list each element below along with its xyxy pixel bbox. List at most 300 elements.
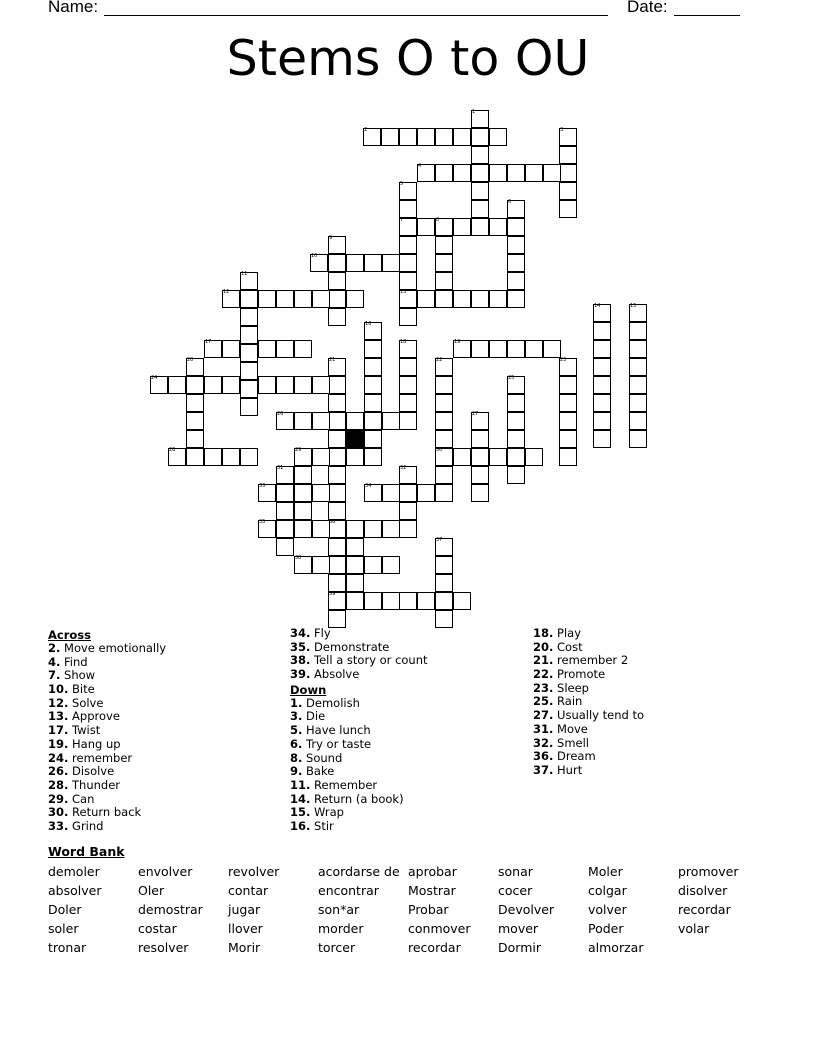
- grid-cell[interactable]: [417, 592, 435, 610]
- grid-cell[interactable]: [382, 592, 400, 610]
- grid-cell[interactable]: [453, 290, 471, 308]
- grid-cell[interactable]: [399, 358, 417, 376]
- grid-cell[interactable]: [328, 430, 346, 448]
- word-bank-word: tronar: [48, 940, 87, 955]
- grid-cell[interactable]: [364, 592, 382, 610]
- clue: [533, 750, 773, 764]
- grid-cell[interactable]: [435, 592, 453, 610]
- grid-cell[interactable]: [294, 466, 312, 484]
- clue-text: Show: [60, 668, 96, 683]
- grid-cell[interactable]: [240, 344, 258, 362]
- clue: [48, 669, 288, 683]
- grid-cell[interactable]: [559, 412, 577, 430]
- word-bank-word: Poder: [588, 921, 624, 936]
- grid-cell[interactable]: [204, 376, 222, 394]
- grid-cell[interactable]: [328, 484, 346, 502]
- clue-number: 10: [311, 253, 318, 259]
- clue-number: 38: [295, 555, 302, 561]
- grid-cell[interactable]: [435, 376, 453, 394]
- grid-cell[interactable]: [168, 376, 186, 394]
- clue-number-label: 21.: [533, 653, 554, 668]
- grid-cell[interactable]: [346, 592, 364, 610]
- grid-cell[interactable]: [471, 146, 489, 164]
- clue: [533, 695, 773, 709]
- grid-cell[interactable]: [186, 412, 204, 430]
- word-bank-word: colgar: [588, 883, 627, 898]
- grid-cell[interactable]: [453, 128, 471, 146]
- clue-text: Rain: [553, 694, 583, 709]
- clue-number-label: 34.: [290, 626, 311, 640]
- grid-cell[interactable]: [525, 448, 543, 466]
- grid-cell[interactable]: [453, 592, 471, 610]
- clue-text: Cost: [553, 639, 583, 654]
- grid-cell[interactable]: [276, 376, 294, 394]
- grid-cell[interactable]: [240, 308, 258, 326]
- grid-cell[interactable]: [364, 394, 382, 412]
- clue-heading: Across: [48, 628, 91, 642]
- grid-cell[interactable]: [258, 290, 276, 308]
- grid-cell[interactable]: [258, 376, 276, 394]
- shaded-cell: [346, 430, 364, 448]
- grid-cell[interactable]: [204, 448, 222, 466]
- word-bank-word: Morir: [228, 940, 261, 955]
- grid-cell[interactable]: [276, 290, 294, 308]
- grid-cell[interactable]: [186, 376, 204, 394]
- grid-cell[interactable]: [382, 412, 400, 430]
- grid-cell[interactable]: [346, 290, 364, 308]
- grid-cell[interactable]: [258, 340, 276, 358]
- grid-cell[interactable]: [507, 448, 525, 466]
- grid-cell[interactable]: [294, 412, 312, 430]
- clue-number-label: 16.: [290, 818, 311, 833]
- clue: [290, 779, 530, 793]
- grid-cell[interactable]: [417, 128, 435, 146]
- grid-cell[interactable]: [471, 218, 489, 236]
- clue-number: 26: [277, 411, 284, 417]
- grid-cell[interactable]: [559, 430, 577, 448]
- grid-cell[interactable]: [222, 340, 240, 358]
- grid-cell[interactable]: [346, 254, 364, 272]
- word-bank-word: promover: [678, 864, 739, 879]
- clue-number: 20: [187, 357, 194, 363]
- clue-text: Sleep: [553, 680, 589, 695]
- word-bank-word: aprobar: [408, 864, 457, 879]
- grid-cell[interactable]: [346, 574, 364, 592]
- grid-cell[interactable]: [525, 340, 543, 358]
- grid-cell[interactable]: [489, 340, 507, 358]
- grid-cell[interactable]: [593, 376, 611, 394]
- grid-cell[interactable]: [507, 430, 525, 448]
- grid-cell[interactable]: [489, 164, 507, 182]
- grid-cell[interactable]: [629, 340, 647, 358]
- clue-text: remember 2: [553, 653, 629, 668]
- grid-cell[interactable]: [328, 376, 346, 394]
- clue: [48, 710, 288, 724]
- grid-cell[interactable]: [629, 412, 647, 430]
- grid-cell[interactable]: [629, 394, 647, 412]
- word-bank-word: absolver: [48, 883, 102, 898]
- grid-cell[interactable]: [364, 520, 382, 538]
- grid-cell[interactable]: [294, 376, 312, 394]
- grid-cell[interactable]: [364, 254, 382, 272]
- clue-number-label: 26.: [48, 764, 69, 779]
- grid-cell[interactable]: [417, 290, 435, 308]
- clue-text: Find: [60, 654, 88, 669]
- grid-cell[interactable]: [435, 128, 453, 146]
- grid-cell[interactable]: [399, 200, 417, 218]
- grid-cell[interactable]: [240, 326, 258, 344]
- grid-cell[interactable]: [471, 164, 489, 182]
- grid-cell[interactable]: [276, 520, 294, 538]
- grid-cell[interactable]: [559, 164, 577, 182]
- grid-cell[interactable]: [471, 182, 489, 200]
- clue: [48, 779, 288, 793]
- grid-cell[interactable]: [559, 376, 577, 394]
- grid-cell[interactable]: [507, 412, 525, 430]
- grid-cell[interactable]: [629, 430, 647, 448]
- grid-cell[interactable]: [507, 340, 525, 358]
- grid-cell[interactable]: [346, 538, 364, 556]
- grid-cell[interactable]: [186, 448, 204, 466]
- grid-cell[interactable]: [346, 448, 364, 466]
- clue-number: 32: [400, 465, 407, 471]
- word-bank-row: [48, 900, 768, 919]
- grid-cell[interactable]: [186, 430, 204, 448]
- grid-cell[interactable]: [435, 394, 453, 412]
- clue: [48, 642, 288, 656]
- word-bank-word: recordar: [408, 940, 461, 955]
- grid-cell[interactable]: [507, 218, 525, 236]
- grid-cell[interactable]: [507, 254, 525, 272]
- clue: [48, 683, 288, 697]
- grid-cell[interactable]: [593, 412, 611, 430]
- grid-cell[interactable]: [417, 484, 435, 502]
- clue-text: Bake: [302, 764, 335, 779]
- grid-cell[interactable]: [399, 592, 417, 610]
- clue-number: 23: [560, 357, 567, 363]
- grid-cell[interactable]: [364, 448, 382, 466]
- grid-cell[interactable]: [471, 200, 489, 218]
- grid-cell[interactable]: [399, 394, 417, 412]
- clue: [533, 709, 773, 723]
- word-bank-rows: [48, 862, 768, 957]
- clue: [533, 654, 773, 668]
- grid-cell[interactable]: [543, 340, 561, 358]
- grid-cell[interactable]: [629, 376, 647, 394]
- grid-cell[interactable]: [312, 412, 330, 430]
- grid-cell[interactable]: [489, 128, 507, 146]
- clue-number: 19: [454, 339, 461, 345]
- grid-cell[interactable]: [507, 466, 525, 484]
- grid-cell[interactable]: [222, 376, 240, 394]
- grid-cell[interactable]: [435, 236, 453, 254]
- grid-cell[interactable]: [507, 272, 525, 290]
- grid-cell[interactable]: [381, 128, 399, 146]
- clue: [290, 752, 530, 766]
- clue-number: 3: [560, 127, 564, 133]
- grid-cell[interactable]: [240, 448, 258, 466]
- grid-cell[interactable]: [346, 520, 364, 538]
- grid-cell[interactable]: [328, 272, 346, 290]
- grid-cell[interactable]: [294, 290, 312, 308]
- grid-cell[interactable]: [399, 128, 417, 146]
- clue-number: 5: [400, 181, 404, 187]
- clue: [290, 820, 530, 834]
- clue-text: Tell a story or count: [310, 653, 428, 668]
- clue-text: Thunder: [68, 777, 121, 792]
- clue-number-label: 13.: [48, 709, 69, 724]
- grid-cell[interactable]: [312, 448, 330, 466]
- clue-number-label: 10.: [48, 682, 69, 697]
- grid-cell[interactable]: [399, 236, 417, 254]
- grid-cell[interactable]: [593, 394, 611, 412]
- grid-cell[interactable]: [240, 380, 258, 398]
- grid-cell[interactable]: [294, 502, 312, 520]
- clue-number-label: 18.: [533, 626, 554, 640]
- grid-cell[interactable]: [240, 362, 258, 380]
- grid-cell[interactable]: [453, 164, 471, 182]
- clue-number-label: 3.: [290, 709, 303, 724]
- grid-cell[interactable]: [276, 502, 294, 520]
- clue-text: Promote: [553, 667, 606, 682]
- clue: [48, 793, 288, 807]
- clue-column-1: [48, 627, 288, 834]
- clue-number-label: 35.: [290, 639, 311, 654]
- grid-cell[interactable]: [328, 448, 346, 466]
- grid-cell[interactable]: [294, 520, 312, 538]
- clue-number-label: 1.: [290, 695, 303, 710]
- clue-number: 12: [223, 289, 230, 295]
- grid-cell[interactable]: [328, 254, 346, 272]
- grid-cell[interactable]: [593, 430, 611, 448]
- clue-number-label: 27.: [533, 708, 554, 723]
- grid-cell[interactable]: [435, 164, 453, 182]
- clue-number-label: 25.: [533, 694, 554, 709]
- clue-text: Try or taste: [302, 736, 372, 751]
- clue: [533, 764, 773, 778]
- grid-cell[interactable]: [328, 538, 346, 556]
- grid-cell[interactable]: [507, 290, 525, 308]
- clue: [290, 765, 530, 779]
- grid-cell[interactable]: [382, 520, 400, 538]
- clue-text: Have lunch: [302, 723, 371, 738]
- grid-cell[interactable]: [312, 484, 330, 502]
- clue-number-label: 4.: [48, 654, 61, 669]
- grid-cell[interactable]: [593, 340, 611, 358]
- grid-cell[interactable]: [364, 430, 382, 448]
- grid-cell[interactable]: [453, 448, 471, 466]
- grid-cell[interactable]: [328, 502, 346, 520]
- grid-cell[interactable]: [471, 484, 489, 502]
- grid-cell[interactable]: [471, 466, 489, 484]
- grid-cell[interactable]: [276, 538, 294, 556]
- clue: [290, 710, 530, 724]
- clue-number-label: 39.: [290, 667, 311, 682]
- grid-cell[interactable]: [593, 322, 611, 340]
- word-bank-word: Mostrar: [408, 883, 456, 898]
- grid-cell[interactable]: [435, 412, 453, 430]
- grid-cell[interactable]: [399, 502, 417, 520]
- grid-cell[interactable]: [294, 484, 312, 502]
- word-bank-word: envolver: [138, 864, 193, 879]
- grid-cell[interactable]: [435, 466, 453, 484]
- grid-cell[interactable]: [435, 430, 453, 448]
- word-bank-word: Oler: [138, 883, 165, 898]
- grid-cell[interactable]: [471, 290, 489, 308]
- grid-cell[interactable]: [489, 218, 507, 236]
- clue-number: 25: [508, 375, 515, 381]
- grid-cell[interactable]: [471, 448, 489, 466]
- grid-cell[interactable]: [399, 412, 417, 430]
- clue-text: remember: [68, 750, 133, 765]
- grid-cell[interactable]: [435, 610, 453, 628]
- grid-cell[interactable]: [222, 448, 240, 466]
- clue-text: Die: [302, 709, 326, 724]
- grid-cell[interactable]: [382, 254, 400, 272]
- clue-text: Bite: [68, 682, 95, 697]
- clue-text: Return back: [68, 805, 142, 820]
- grid-cell[interactable]: [417, 218, 435, 236]
- grid-cell[interactable]: [328, 556, 346, 574]
- grid-cell[interactable]: [559, 182, 577, 200]
- grid-cell[interactable]: [346, 412, 364, 430]
- grid-cell[interactable]: [312, 520, 330, 538]
- clue-text: Remember: [310, 777, 378, 792]
- clue-text: Return (a book): [310, 791, 404, 806]
- grid-cell[interactable]: [543, 164, 561, 182]
- grid-cell[interactable]: [364, 556, 382, 574]
- word-bank-word: resolver: [138, 940, 189, 955]
- word-bank-word: torcer: [318, 940, 356, 955]
- grid-cell[interactable]: [629, 322, 647, 340]
- clue: [290, 627, 530, 641]
- grid-cell[interactable]: [435, 484, 453, 502]
- clue: [290, 806, 530, 820]
- clue-number: 14: [594, 303, 601, 309]
- clue-number: 34: [365, 483, 372, 489]
- clue-text: Sound: [302, 750, 343, 765]
- grid-cell[interactable]: [435, 556, 453, 574]
- grid-cell[interactable]: [399, 376, 417, 394]
- clue: [290, 738, 530, 752]
- word-bank-word: almorzar: [588, 940, 644, 955]
- grid-cell[interactable]: [328, 290, 346, 308]
- grid-cell[interactable]: [435, 254, 453, 272]
- grid-cell[interactable]: [399, 520, 417, 538]
- clue-number: 6: [508, 199, 512, 205]
- grid-cell[interactable]: [507, 394, 525, 412]
- grid-cell[interactable]: [382, 556, 400, 574]
- clue-number-label: 11.: [290, 777, 311, 792]
- clue: [533, 723, 773, 737]
- clue-number: 15: [630, 303, 637, 309]
- grid-cell[interactable]: [507, 164, 525, 182]
- clue-number: 2: [364, 127, 368, 133]
- grid-cell[interactable]: [328, 308, 346, 326]
- word-bank-word: Moler: [588, 864, 623, 879]
- grid-cell[interactable]: [435, 290, 453, 308]
- clue-number: 4: [418, 163, 422, 169]
- clue-number-label: 6.: [290, 736, 303, 751]
- grid-cell[interactable]: [328, 574, 346, 592]
- grid-cell[interactable]: [364, 412, 382, 430]
- grid-cell[interactable]: [471, 340, 489, 358]
- grid-cell[interactable]: [629, 358, 647, 376]
- grid-cell[interactable]: [346, 556, 364, 574]
- word-bank-word: Dormir: [498, 940, 541, 955]
- word-bank-word: Doler: [48, 902, 82, 917]
- grid-cell[interactable]: [364, 358, 382, 376]
- grid-cell[interactable]: [294, 340, 312, 358]
- grid-cell[interactable]: [471, 128, 489, 146]
- clue-number-label: 20.: [533, 639, 554, 654]
- grid-cell[interactable]: [453, 218, 471, 236]
- grid-cell[interactable]: [328, 466, 346, 484]
- grid-cell[interactable]: [525, 164, 543, 182]
- grid-cell[interactable]: [186, 394, 204, 412]
- clue-number-label: 29.: [48, 791, 69, 806]
- clue: [48, 765, 288, 779]
- word-bank-word: demoler: [48, 864, 100, 879]
- grid-cell[interactable]: [399, 308, 417, 326]
- grid-cell[interactable]: [399, 484, 417, 502]
- grid-cell[interactable]: [559, 200, 577, 218]
- clue: [290, 697, 530, 711]
- grid-cell[interactable]: [312, 376, 330, 394]
- clue-number-label: 8.: [290, 750, 303, 765]
- grid-cell[interactable]: [240, 290, 258, 308]
- grid-cell[interactable]: [471, 430, 489, 448]
- grid-cell[interactable]: [399, 254, 417, 272]
- grid-cell[interactable]: [328, 412, 346, 430]
- grid-cell[interactable]: [364, 340, 382, 358]
- grid-cell[interactable]: [364, 376, 382, 394]
- grid-cell[interactable]: [593, 358, 611, 376]
- clue-number-label: 28.: [48, 777, 69, 792]
- grid-cell[interactable]: [328, 394, 346, 412]
- grid-cell[interactable]: [382, 484, 400, 502]
- grid-cell[interactable]: [559, 146, 577, 164]
- grid-cell[interactable]: [489, 290, 507, 308]
- grid-cell[interactable]: [489, 448, 507, 466]
- grid-cell[interactable]: [559, 394, 577, 412]
- grid-cell[interactable]: [276, 340, 294, 358]
- word-bank-word: conmover: [408, 921, 471, 936]
- grid-cell[interactable]: [435, 272, 453, 290]
- clue-number-label: 12.: [48, 695, 69, 710]
- grid-cell[interactable]: [276, 484, 294, 502]
- grid-cell[interactable]: [312, 556, 330, 574]
- clue-number: 39: [329, 591, 336, 597]
- clue-number: 16: [365, 321, 372, 327]
- puzzle-title: Stems O to OU: [226, 30, 590, 87]
- name-label: Name:: [48, 0, 99, 16]
- word-bank-word: Probar: [408, 902, 449, 917]
- grid-cell[interactable]: [399, 272, 417, 290]
- word-bank-word: recordar: [678, 902, 731, 917]
- grid-cell[interactable]: [435, 574, 453, 592]
- clue-text: Usually tend to: [553, 708, 644, 723]
- word-bank-word: contar: [228, 883, 269, 898]
- grid-cell[interactable]: [312, 290, 330, 308]
- word-bank-word: costar: [138, 921, 177, 936]
- grid-cell[interactable]: [507, 236, 525, 254]
- clue-text: Dream: [553, 749, 596, 764]
- grid-cell[interactable]: [240, 398, 258, 416]
- clue-number: 21: [329, 357, 336, 363]
- clue-number-label: 17.: [48, 723, 69, 738]
- grid-cell[interactable]: [559, 448, 577, 466]
